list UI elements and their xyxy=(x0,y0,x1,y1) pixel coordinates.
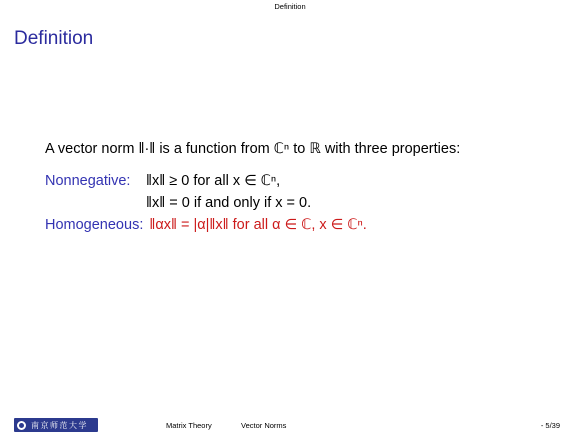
section-headline: Definition xyxy=(274,2,306,11)
definition-intro: A vector norm ‖·‖ is a function from ℂⁿ to ℝ with three properties: xyxy=(45,141,461,157)
frame-title: Definition xyxy=(14,28,94,49)
logo-text: 南京师范大学 xyxy=(31,420,88,430)
property-homogeneous xyxy=(45,214,565,236)
property-nonnegative xyxy=(45,170,565,192)
emblem-icon xyxy=(16,420,27,431)
property-nonnegative-cont xyxy=(45,192,565,214)
slide-content xyxy=(45,138,565,236)
property-text-nonnegative-2: ‖x‖ = 0 if and only if x = 0. xyxy=(146,195,312,211)
property-label-homogeneous: Homogeneous: xyxy=(45,217,144,233)
footer-bar xyxy=(0,418,580,434)
footer-title: Matrix Theory xyxy=(166,421,212,430)
footer-subtitle: Vector Norms xyxy=(241,421,287,430)
property-text-nonnegative-1: ‖x‖ ≥ 0 for all x ∈ ℂⁿ, xyxy=(146,173,281,189)
university-logo xyxy=(14,418,98,432)
page-number: - 5/39 xyxy=(540,421,560,430)
property-text-homogeneous: ‖αx‖ = |α|‖x‖ for all α ∈ ℂ, x ∈ ℂⁿ. xyxy=(149,217,367,233)
property-label-nonnegative: Nonnegative: xyxy=(45,173,131,189)
